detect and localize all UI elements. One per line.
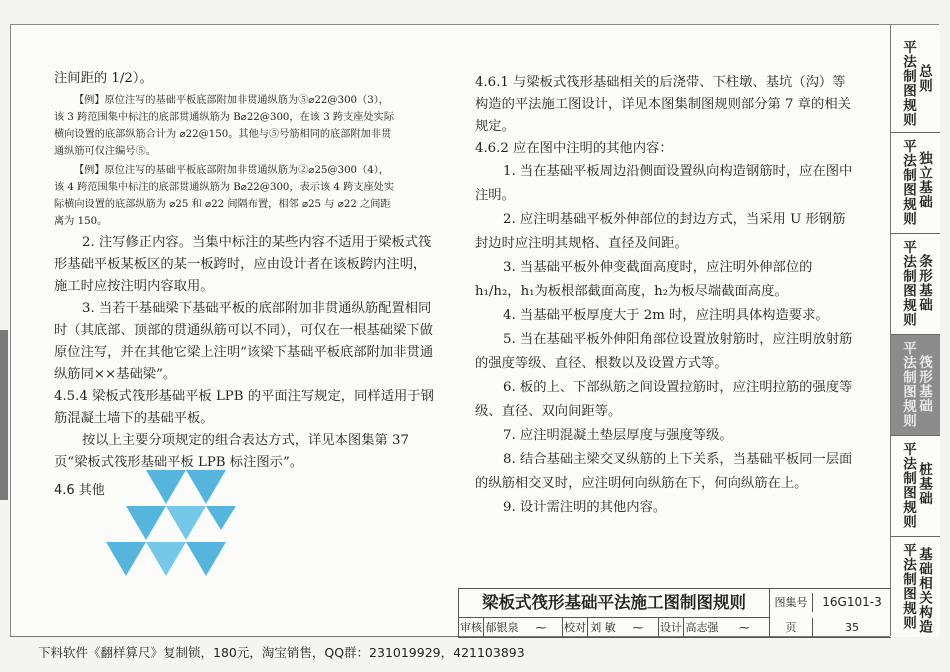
tab-prefix: 平法制图规则 <box>900 40 916 127</box>
checker-signature: ⁓ <box>618 618 659 637</box>
reviewer-signature: ⁓ <box>520 618 563 637</box>
list-item: 1. 当在基础平板周边沿侧面设置纵向构造钢筋时，应在图中注明。 <box>475 164 853 203</box>
atlas-number: 16G101-3 <box>822 595 882 609</box>
example-1-line: 横向设置的底部纵筋合计为 ⌀22@150。其他与⑤号筋相同的底部附加非贯 <box>54 129 392 140</box>
example-2-line: 离为 150。 <box>54 216 108 227</box>
continued-paragraph: 注间距的 1/2）。 <box>54 71 153 86</box>
example-2-line: 该 4 跨范围集中标注的底部贯通纵筋为 B⌀22@300，表示该 4 跨支座处实 <box>54 182 395 193</box>
check-label: 校对 <box>563 618 588 637</box>
page-number: 35 <box>845 621 859 634</box>
tab-label: 条形基础 <box>916 254 932 312</box>
reviewer-name: 郁银泉 <box>485 621 519 634</box>
example-1-line: 通纵筋可仅注编号⑤。 <box>54 146 156 157</box>
example-2-line: 【例】原位注写的基础平板底部附加非贯通纵筋为②⌀25@300（4）， <box>74 165 389 176</box>
paragraph-4-5-4: 4.5.4 梁板式筏形基础平板 LPB 的平面注写规定，同样适用于钢筋混凝土墙下的基础平板。 <box>54 389 434 426</box>
paragraph-4-6-1: 4.6.1 与梁板式筏形基础相关的后浇带、下柱墩、基坑（沟）等构造的平法施工图设计，详见本图集制图规则部分第 7 章的相关规定。 <box>475 75 851 134</box>
drawing-title: 梁板式筏形基础平法施工图制图规则 <box>459 589 770 618</box>
approval-row <box>459 618 891 637</box>
paragraph-summary: 按以上主要分项规定的组合表达方式，详见本图集第 37 页“梁板式筏形基础平板 LPB 标注图示”。 <box>54 433 409 470</box>
section-tabs <box>891 34 940 634</box>
list-item: 9. 设计需注明的其他内容。 <box>503 500 667 515</box>
tab-isolated-foundation[interactable] <box>891 133 940 234</box>
example-1-line: 该 3 跨范围集中标注的底部贯通纵筋为 B⌀22@300，在该 3 跨支座处实际 <box>54 112 395 123</box>
tab-label: 独立基础 <box>916 151 932 209</box>
tab-prefix: 平法制图规则 <box>900 139 916 226</box>
list-item: 6. 板的上、下部纵筋之间设置拉筋时，应注明拉筋的强度等级、直径、双向间距等。 <box>475 380 853 419</box>
tab-raft-foundation[interactable] <box>891 335 940 436</box>
page-label: 页 <box>770 618 813 637</box>
tab-general[interactable] <box>891 34 940 133</box>
list-item: 8. 结合基础主梁交叉纵筋的上下关系，当基础平板同一层面的纵筋相交叉时，应注明何向纵筋在下，何向纵筋在上。 <box>475 452 853 491</box>
paragraph-2: 2. 注写修正内容。当集中标注的某些内容不适用于梁板式筏形基础平板某板区的某一板跨时，应由设计者在该板跨内注明，施工时应按注明内容取用。 <box>54 235 432 294</box>
tab-prefix: 平法制图规则 <box>900 341 916 428</box>
tab-related-structure[interactable] <box>891 537 940 634</box>
tab-prefix: 平法制图规则 <box>900 240 916 327</box>
title-block <box>458 588 891 638</box>
atlas-label: 图集号 <box>770 593 813 612</box>
example-2 <box>54 162 434 230</box>
designer-signature: ⁓ <box>720 618 770 637</box>
checker-name: 刘 敏 <box>590 621 616 634</box>
list-item: 5. 当在基础平板外伸阳角部位设置放射筋时，应注明放射筋的强度等级、直径、根数以及设置方式等。 <box>475 332 853 371</box>
right-column <box>475 72 855 520</box>
tab-prefix: 平法制图规则 <box>900 442 916 529</box>
list-item: 7. 应注明混凝土垫层厚度与强度等级。 <box>503 428 733 443</box>
tab-label: 筏形基础 <box>916 355 932 413</box>
paragraph-4-6-2: 4.6.2 应在图中注明的其他内容： <box>475 141 673 156</box>
example-1-line: 【例】原位注写的基础平板底部附加非贯通纵筋为⑤⌀22@300（3）， <box>74 95 389 106</box>
left-column <box>54 68 434 502</box>
tab-label: 桩基础 <box>916 462 932 506</box>
example-1 <box>54 92 434 160</box>
design-label: 设计 <box>659 618 684 637</box>
tab-prefix: 平法制图规则 <box>900 543 916 630</box>
margin-bar <box>0 330 8 500</box>
section-heading-4-6: 4.6 其他 <box>54 483 105 498</box>
list-item: 3. 当基础平板外伸变截面高度时，应注明外伸部位的 h₁/h₂，h₁为板根部截面高度，h₂为板尽端截面高度。 <box>475 260 813 299</box>
list-item: 2. 应注明基础平板外伸部位的封边方式，当采用 U 形钢筋封边时应注明其规格、直径及间距。 <box>475 212 846 251</box>
footer-note: 下料软件《翻样算尺》复制锁，180元，淘宝销售，QQ群：231019929，421103893 <box>38 645 525 660</box>
example-2-line: 际横向设置的底部纵筋为 ⌀25 和 ⌀22 间隔布置，相邻 ⌀25 与 ⌀22 之间距 <box>54 199 391 210</box>
list-item: 4. 当基础平板厚度大于 2m 时，应注明具体构造要求。 <box>503 308 829 323</box>
tab-label: 基础相关构造 <box>916 547 932 634</box>
tab-strip-foundation[interactable] <box>891 234 940 335</box>
review-label: 审核 <box>459 618 484 637</box>
tab-label: 总则 <box>916 64 932 93</box>
paragraph-3: 3. 当若干基础梁下基础平板的底部附加非贯通纵筋配置相同时（其底部、顶部的贯通纵筋可以不同），可仅在一根基础梁下做原位注写，并在其他它梁上注明“该梁下基础平板底部附加非贯通纵筋同××基础梁”。 <box>54 301 434 382</box>
designer-name: 高志强 <box>685 621 719 634</box>
tab-pile-foundation[interactable] <box>891 436 940 537</box>
